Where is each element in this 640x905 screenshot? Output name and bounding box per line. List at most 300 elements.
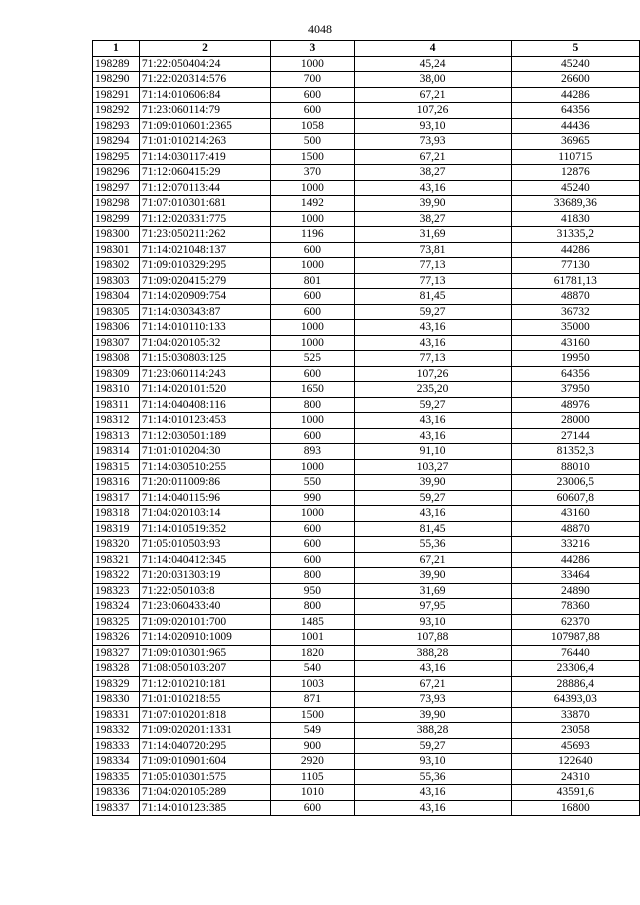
area-value: 1000 <box>271 56 354 72</box>
table-row <box>93 785 640 801</box>
area-value: 1500 <box>271 149 354 165</box>
table-row <box>93 769 640 785</box>
table-body <box>93 56 640 816</box>
column-header-5: 5 <box>511 41 639 57</box>
row-id: 198311 <box>93 397 140 413</box>
table-row <box>93 242 640 258</box>
area-value: 600 <box>271 552 354 568</box>
rate-value: 77,13 <box>354 273 511 289</box>
table-row <box>93 614 640 630</box>
area-value: 540 <box>271 661 354 677</box>
amount-value: 48870 <box>511 521 639 537</box>
amount-value: 37950 <box>511 382 639 398</box>
area-value: 1196 <box>271 227 354 243</box>
table-row <box>93 707 640 723</box>
row-id: 198293 <box>93 118 140 134</box>
row-id: 198314 <box>93 444 140 460</box>
cadastral-number: 71:05:010503:93 <box>139 537 270 553</box>
rate-value: 77,13 <box>354 351 511 367</box>
area-value: 1500 <box>271 707 354 723</box>
row-id: 198326 <box>93 630 140 646</box>
area-value: 549 <box>271 723 354 739</box>
amount-value: 45693 <box>511 738 639 754</box>
table-row <box>93 304 640 320</box>
amount-value: 43160 <box>511 506 639 522</box>
cadastral-number: 71:14:010519:352 <box>139 521 270 537</box>
amount-value: 19950 <box>511 351 639 367</box>
table-row <box>93 227 640 243</box>
amount-value: 33464 <box>511 568 639 584</box>
amount-value: 44286 <box>511 242 639 258</box>
cadastral-number: 71:14:020101:520 <box>139 382 270 398</box>
area-value: 1000 <box>271 258 354 274</box>
area-value: 1485 <box>271 614 354 630</box>
row-id: 198301 <box>93 242 140 258</box>
area-value: 600 <box>271 103 354 119</box>
data-table <box>92 40 640 816</box>
amount-value: 60607,8 <box>511 490 639 506</box>
area-value: 1058 <box>271 118 354 134</box>
rate-value: 235,20 <box>354 382 511 398</box>
area-value: 1105 <box>271 769 354 785</box>
table-row <box>93 118 640 134</box>
table-row <box>93 490 640 506</box>
table-row <box>93 630 640 646</box>
row-id: 198325 <box>93 614 140 630</box>
row-id: 198323 <box>93 583 140 599</box>
amount-value: 78360 <box>511 599 639 615</box>
rate-value: 107,26 <box>354 366 511 382</box>
area-value: 370 <box>271 165 354 181</box>
amount-value: 28000 <box>511 413 639 429</box>
cadastral-number: 71:23:050211:262 <box>139 227 270 243</box>
cadastral-number: 71:14:030343:87 <box>139 304 270 320</box>
row-id: 198316 <box>93 475 140 491</box>
cadastral-number: 71:15:030803:125 <box>139 351 270 367</box>
rate-value: 59,27 <box>354 397 511 413</box>
rate-value: 59,27 <box>354 738 511 754</box>
area-value: 900 <box>271 738 354 754</box>
cadastral-number: 71:04:020105:32 <box>139 335 270 351</box>
cadastral-number: 71:01:010214:263 <box>139 134 270 150</box>
area-value: 990 <box>271 490 354 506</box>
rate-value: 67,21 <box>354 149 511 165</box>
area-value: 893 <box>271 444 354 460</box>
rate-value: 31,69 <box>354 583 511 599</box>
area-value: 871 <box>271 692 354 708</box>
rate-value: 93,10 <box>354 118 511 134</box>
area-value: 600 <box>271 87 354 103</box>
cadastral-number: 71:12:010210:181 <box>139 676 270 692</box>
area-value: 801 <box>271 273 354 289</box>
amount-value: 23006,5 <box>511 475 639 491</box>
cadastral-number: 71:14:020910:1009 <box>139 630 270 646</box>
row-id: 198304 <box>93 289 140 305</box>
rate-value: 31,69 <box>354 227 511 243</box>
amount-value: 110715 <box>511 149 639 165</box>
area-value: 600 <box>271 289 354 305</box>
rate-value: 43,16 <box>354 320 511 336</box>
cadastral-number: 71:14:020909:754 <box>139 289 270 305</box>
row-id: 198336 <box>93 785 140 801</box>
amount-value: 64393,03 <box>511 692 639 708</box>
table-row <box>93 475 640 491</box>
rate-value: 97,95 <box>354 599 511 615</box>
column-header-2: 2 <box>139 41 270 57</box>
cadastral-number: 71:14:040720:295 <box>139 738 270 754</box>
table-row <box>93 521 640 537</box>
amount-value: 88010 <box>511 459 639 475</box>
table-row <box>93 506 640 522</box>
area-value: 1000 <box>271 211 354 227</box>
table-row <box>93 87 640 103</box>
amount-value: 76440 <box>511 645 639 661</box>
cadastral-number: 71:23:060114:79 <box>139 103 270 119</box>
table-row <box>93 196 640 212</box>
table-row <box>93 335 640 351</box>
page-number: 4048 <box>308 22 332 36</box>
rate-value: 43,16 <box>354 800 511 816</box>
rate-value: 59,27 <box>354 304 511 320</box>
cadastral-number: 71:01:010204:30 <box>139 444 270 460</box>
row-id: 198315 <box>93 459 140 475</box>
rate-value: 59,27 <box>354 490 511 506</box>
cadastral-number: 71:09:020415:279 <box>139 273 270 289</box>
row-id: 198329 <box>93 676 140 692</box>
amount-value: 35000 <box>511 320 639 336</box>
table-row <box>93 537 640 553</box>
table-row <box>93 568 640 584</box>
cadastral-number: 71:14:010123:453 <box>139 413 270 429</box>
rate-value: 67,21 <box>354 676 511 692</box>
area-value: 1492 <box>271 196 354 212</box>
rate-value: 38,27 <box>354 165 511 181</box>
area-value: 1000 <box>271 413 354 429</box>
cadastral-number: 71:14:040115:96 <box>139 490 270 506</box>
area-value: 1650 <box>271 382 354 398</box>
amount-value: 36732 <box>511 304 639 320</box>
cadastral-number: 71:22:050404:24 <box>139 56 270 72</box>
row-id: 198306 <box>93 320 140 336</box>
area-value: 800 <box>271 599 354 615</box>
rate-value: 93,10 <box>354 754 511 770</box>
rate-value: 39,90 <box>354 568 511 584</box>
row-id: 198303 <box>93 273 140 289</box>
amount-value: 33216 <box>511 537 639 553</box>
amount-value: 122640 <box>511 754 639 770</box>
row-id: 198333 <box>93 738 140 754</box>
cadastral-number: 71:08:050103:207 <box>139 661 270 677</box>
row-id: 198321 <box>93 552 140 568</box>
row-id: 198334 <box>93 754 140 770</box>
amount-value: 45240 <box>511 56 639 72</box>
rate-value: 73,93 <box>354 134 511 150</box>
amount-value: 45240 <box>511 180 639 196</box>
cadastral-number: 71:12:020331:775 <box>139 211 270 227</box>
table-row <box>93 382 640 398</box>
table-row <box>93 366 640 382</box>
rate-value: 73,93 <box>354 692 511 708</box>
area-value: 1000 <box>271 180 354 196</box>
amount-value: 33689,36 <box>511 196 639 212</box>
cadastral-number: 71:22:050103:8 <box>139 583 270 599</box>
cadastral-number: 71:05:010301:575 <box>139 769 270 785</box>
area-value: 800 <box>271 568 354 584</box>
cadastral-number: 71:23:060114:243 <box>139 366 270 382</box>
rate-value: 43,16 <box>354 506 511 522</box>
table-row <box>93 134 640 150</box>
area-value: 1000 <box>271 335 354 351</box>
area-value: 1000 <box>271 320 354 336</box>
rate-value: 388,28 <box>354 645 511 661</box>
table-row <box>93 645 640 661</box>
area-value: 600 <box>271 428 354 444</box>
area-value: 1001 <box>271 630 354 646</box>
amount-value: 48976 <box>511 397 639 413</box>
row-id: 198291 <box>93 87 140 103</box>
area-value: 600 <box>271 304 354 320</box>
column-header-3: 3 <box>271 41 354 57</box>
table-row <box>93 428 640 444</box>
area-value: 600 <box>271 366 354 382</box>
row-id: 198335 <box>93 769 140 785</box>
row-id: 198328 <box>93 661 140 677</box>
area-value: 525 <box>271 351 354 367</box>
rate-value: 39,90 <box>354 707 511 723</box>
amount-value: 44436 <box>511 118 639 134</box>
cadastral-number: 71:14:010606:84 <box>139 87 270 103</box>
table-row <box>93 56 640 72</box>
amount-value: 24890 <box>511 583 639 599</box>
row-id: 198327 <box>93 645 140 661</box>
table-row <box>93 273 640 289</box>
table-row <box>93 211 640 227</box>
cadastral-number: 71:09:020201:1331 <box>139 723 270 739</box>
row-id: 198296 <box>93 165 140 181</box>
rate-value: 81,45 <box>354 521 511 537</box>
cadastral-number: 71:09:010601:2365 <box>139 118 270 134</box>
row-id: 198324 <box>93 599 140 615</box>
amount-value: 43591,6 <box>511 785 639 801</box>
table-row <box>93 397 640 413</box>
amount-value: 41830 <box>511 211 639 227</box>
row-id: 198310 <box>93 382 140 398</box>
row-id: 198294 <box>93 134 140 150</box>
amount-value: 24310 <box>511 769 639 785</box>
cadastral-number: 71:14:040408:116 <box>139 397 270 413</box>
row-id: 198322 <box>93 568 140 584</box>
cadastral-number: 71:14:010123:385 <box>139 800 270 816</box>
area-value: 1000 <box>271 459 354 475</box>
area-value: 700 <box>271 72 354 88</box>
row-id: 198292 <box>93 103 140 119</box>
table-row <box>93 723 640 739</box>
area-value: 1003 <box>271 676 354 692</box>
row-id: 198298 <box>93 196 140 212</box>
cadastral-number: 71:04:020103:14 <box>139 506 270 522</box>
amount-value: 36965 <box>511 134 639 150</box>
cadastral-number: 71:22:020314:576 <box>139 72 270 88</box>
area-value: 800 <box>271 397 354 413</box>
row-id: 198290 <box>93 72 140 88</box>
table-row <box>93 459 640 475</box>
area-value: 500 <box>271 134 354 150</box>
cadastral-number: 71:12:030501:189 <box>139 428 270 444</box>
rate-value: 43,16 <box>354 335 511 351</box>
table-row <box>93 180 640 196</box>
rate-value: 388,28 <box>354 723 511 739</box>
table-row <box>93 552 640 568</box>
rate-value: 77,13 <box>354 258 511 274</box>
rate-value: 91,10 <box>354 444 511 460</box>
rate-value: 43,16 <box>354 413 511 429</box>
table-row <box>93 599 640 615</box>
area-value: 600 <box>271 537 354 553</box>
amount-value: 16800 <box>511 800 639 816</box>
rate-value: 107,88 <box>354 630 511 646</box>
row-id: 198307 <box>93 335 140 351</box>
cadastral-number: 71:04:020105:289 <box>139 785 270 801</box>
cadastral-number: 71:07:010201:818 <box>139 707 270 723</box>
row-id: 198320 <box>93 537 140 553</box>
cadastral-number: 71:09:010329:295 <box>139 258 270 274</box>
table-row <box>93 800 640 816</box>
row-id: 198313 <box>93 428 140 444</box>
row-id: 198312 <box>93 413 140 429</box>
table-row <box>93 444 640 460</box>
rate-value: 55,36 <box>354 537 511 553</box>
header-row <box>93 41 640 57</box>
row-id: 198289 <box>93 56 140 72</box>
amount-value: 107987,88 <box>511 630 639 646</box>
amount-value: 27144 <box>511 428 639 444</box>
rate-value: 67,21 <box>354 552 511 568</box>
row-id: 198319 <box>93 521 140 537</box>
row-id: 198299 <box>93 211 140 227</box>
cadastral-number: 71:14:021048:137 <box>139 242 270 258</box>
amount-value: 28886,4 <box>511 676 639 692</box>
rate-value: 39,90 <box>354 475 511 491</box>
area-value: 950 <box>271 583 354 599</box>
cadastral-number: 71:23:060433:40 <box>139 599 270 615</box>
amount-value: 77130 <box>511 258 639 274</box>
rate-value: 43,16 <box>354 180 511 196</box>
amount-value: 64356 <box>511 366 639 382</box>
rate-value: 55,36 <box>354 769 511 785</box>
row-id: 198317 <box>93 490 140 506</box>
cadastral-number: 71:14:030117:419 <box>139 149 270 165</box>
area-value: 550 <box>271 475 354 491</box>
area-value: 600 <box>271 800 354 816</box>
cadastral-number: 71:09:010301:965 <box>139 645 270 661</box>
amount-value: 44286 <box>511 87 639 103</box>
table-row <box>93 320 640 336</box>
rate-value: 67,21 <box>354 87 511 103</box>
cadastral-number: 71:12:060415:29 <box>139 165 270 181</box>
amount-value: 64356 <box>511 103 639 119</box>
row-id: 198309 <box>93 366 140 382</box>
rate-value: 43,16 <box>354 785 511 801</box>
row-id: 198331 <box>93 707 140 723</box>
table-row <box>93 754 640 770</box>
table-row <box>93 149 640 165</box>
table-row <box>93 692 640 708</box>
amount-value: 12876 <box>511 165 639 181</box>
rate-value: 38,00 <box>354 72 511 88</box>
rate-value: 39,90 <box>354 196 511 212</box>
amount-value: 81352,3 <box>511 444 639 460</box>
cadastral-number: 71:12:070113:44 <box>139 180 270 196</box>
cadastral-number: 71:09:010901:604 <box>139 754 270 770</box>
cadastral-number: 71:14:010110:133 <box>139 320 270 336</box>
amount-value: 33870 <box>511 707 639 723</box>
amount-value: 31335,2 <box>511 227 639 243</box>
cadastral-number: 71:07:010301:681 <box>139 196 270 212</box>
table-row <box>93 676 640 692</box>
cadastral-number: 71:09:020101:700 <box>139 614 270 630</box>
rate-value: 38,27 <box>354 211 511 227</box>
table-row <box>93 289 640 305</box>
rate-value: 43,16 <box>354 661 511 677</box>
table-row <box>93 661 640 677</box>
row-id: 198330 <box>93 692 140 708</box>
cadastral-number: 71:20:011009:86 <box>139 475 270 491</box>
row-id: 198302 <box>93 258 140 274</box>
row-id: 198337 <box>93 800 140 816</box>
rate-value: 81,45 <box>354 289 511 305</box>
rate-value: 73,81 <box>354 242 511 258</box>
table-row <box>93 165 640 181</box>
amount-value: 61781,13 <box>511 273 639 289</box>
table-header <box>93 41 640 57</box>
cadastral-number: 71:20:031303:19 <box>139 568 270 584</box>
rate-value: 107,26 <box>354 103 511 119</box>
row-id: 198308 <box>93 351 140 367</box>
area-value: 600 <box>271 242 354 258</box>
table-row <box>93 258 640 274</box>
area-value: 1010 <box>271 785 354 801</box>
table-row <box>93 583 640 599</box>
row-id: 198295 <box>93 149 140 165</box>
area-value: 1820 <box>271 645 354 661</box>
table-row <box>93 72 640 88</box>
row-id: 198300 <box>93 227 140 243</box>
amount-value: 48870 <box>511 289 639 305</box>
row-id: 198318 <box>93 506 140 522</box>
rate-value: 93,10 <box>354 614 511 630</box>
area-value: 1000 <box>271 506 354 522</box>
amount-value: 43160 <box>511 335 639 351</box>
row-id: 198305 <box>93 304 140 320</box>
row-id: 198332 <box>93 723 140 739</box>
table-row <box>93 738 640 754</box>
amount-value: 26600 <box>511 72 639 88</box>
rate-value: 45,24 <box>354 56 511 72</box>
column-header-1: 1 <box>93 41 140 57</box>
amount-value: 23306,4 <box>511 661 639 677</box>
area-value: 2920 <box>271 754 354 770</box>
area-value: 600 <box>271 521 354 537</box>
cadastral-number: 71:01:010218:55 <box>139 692 270 708</box>
table-row <box>93 103 640 119</box>
amount-value: 23058 <box>511 723 639 739</box>
column-header-4: 4 <box>354 41 511 57</box>
rate-value: 103,27 <box>354 459 511 475</box>
row-id: 198297 <box>93 180 140 196</box>
rate-value: 43,16 <box>354 428 511 444</box>
cadastral-number: 71:14:030510:255 <box>139 459 270 475</box>
table-row <box>93 413 640 429</box>
